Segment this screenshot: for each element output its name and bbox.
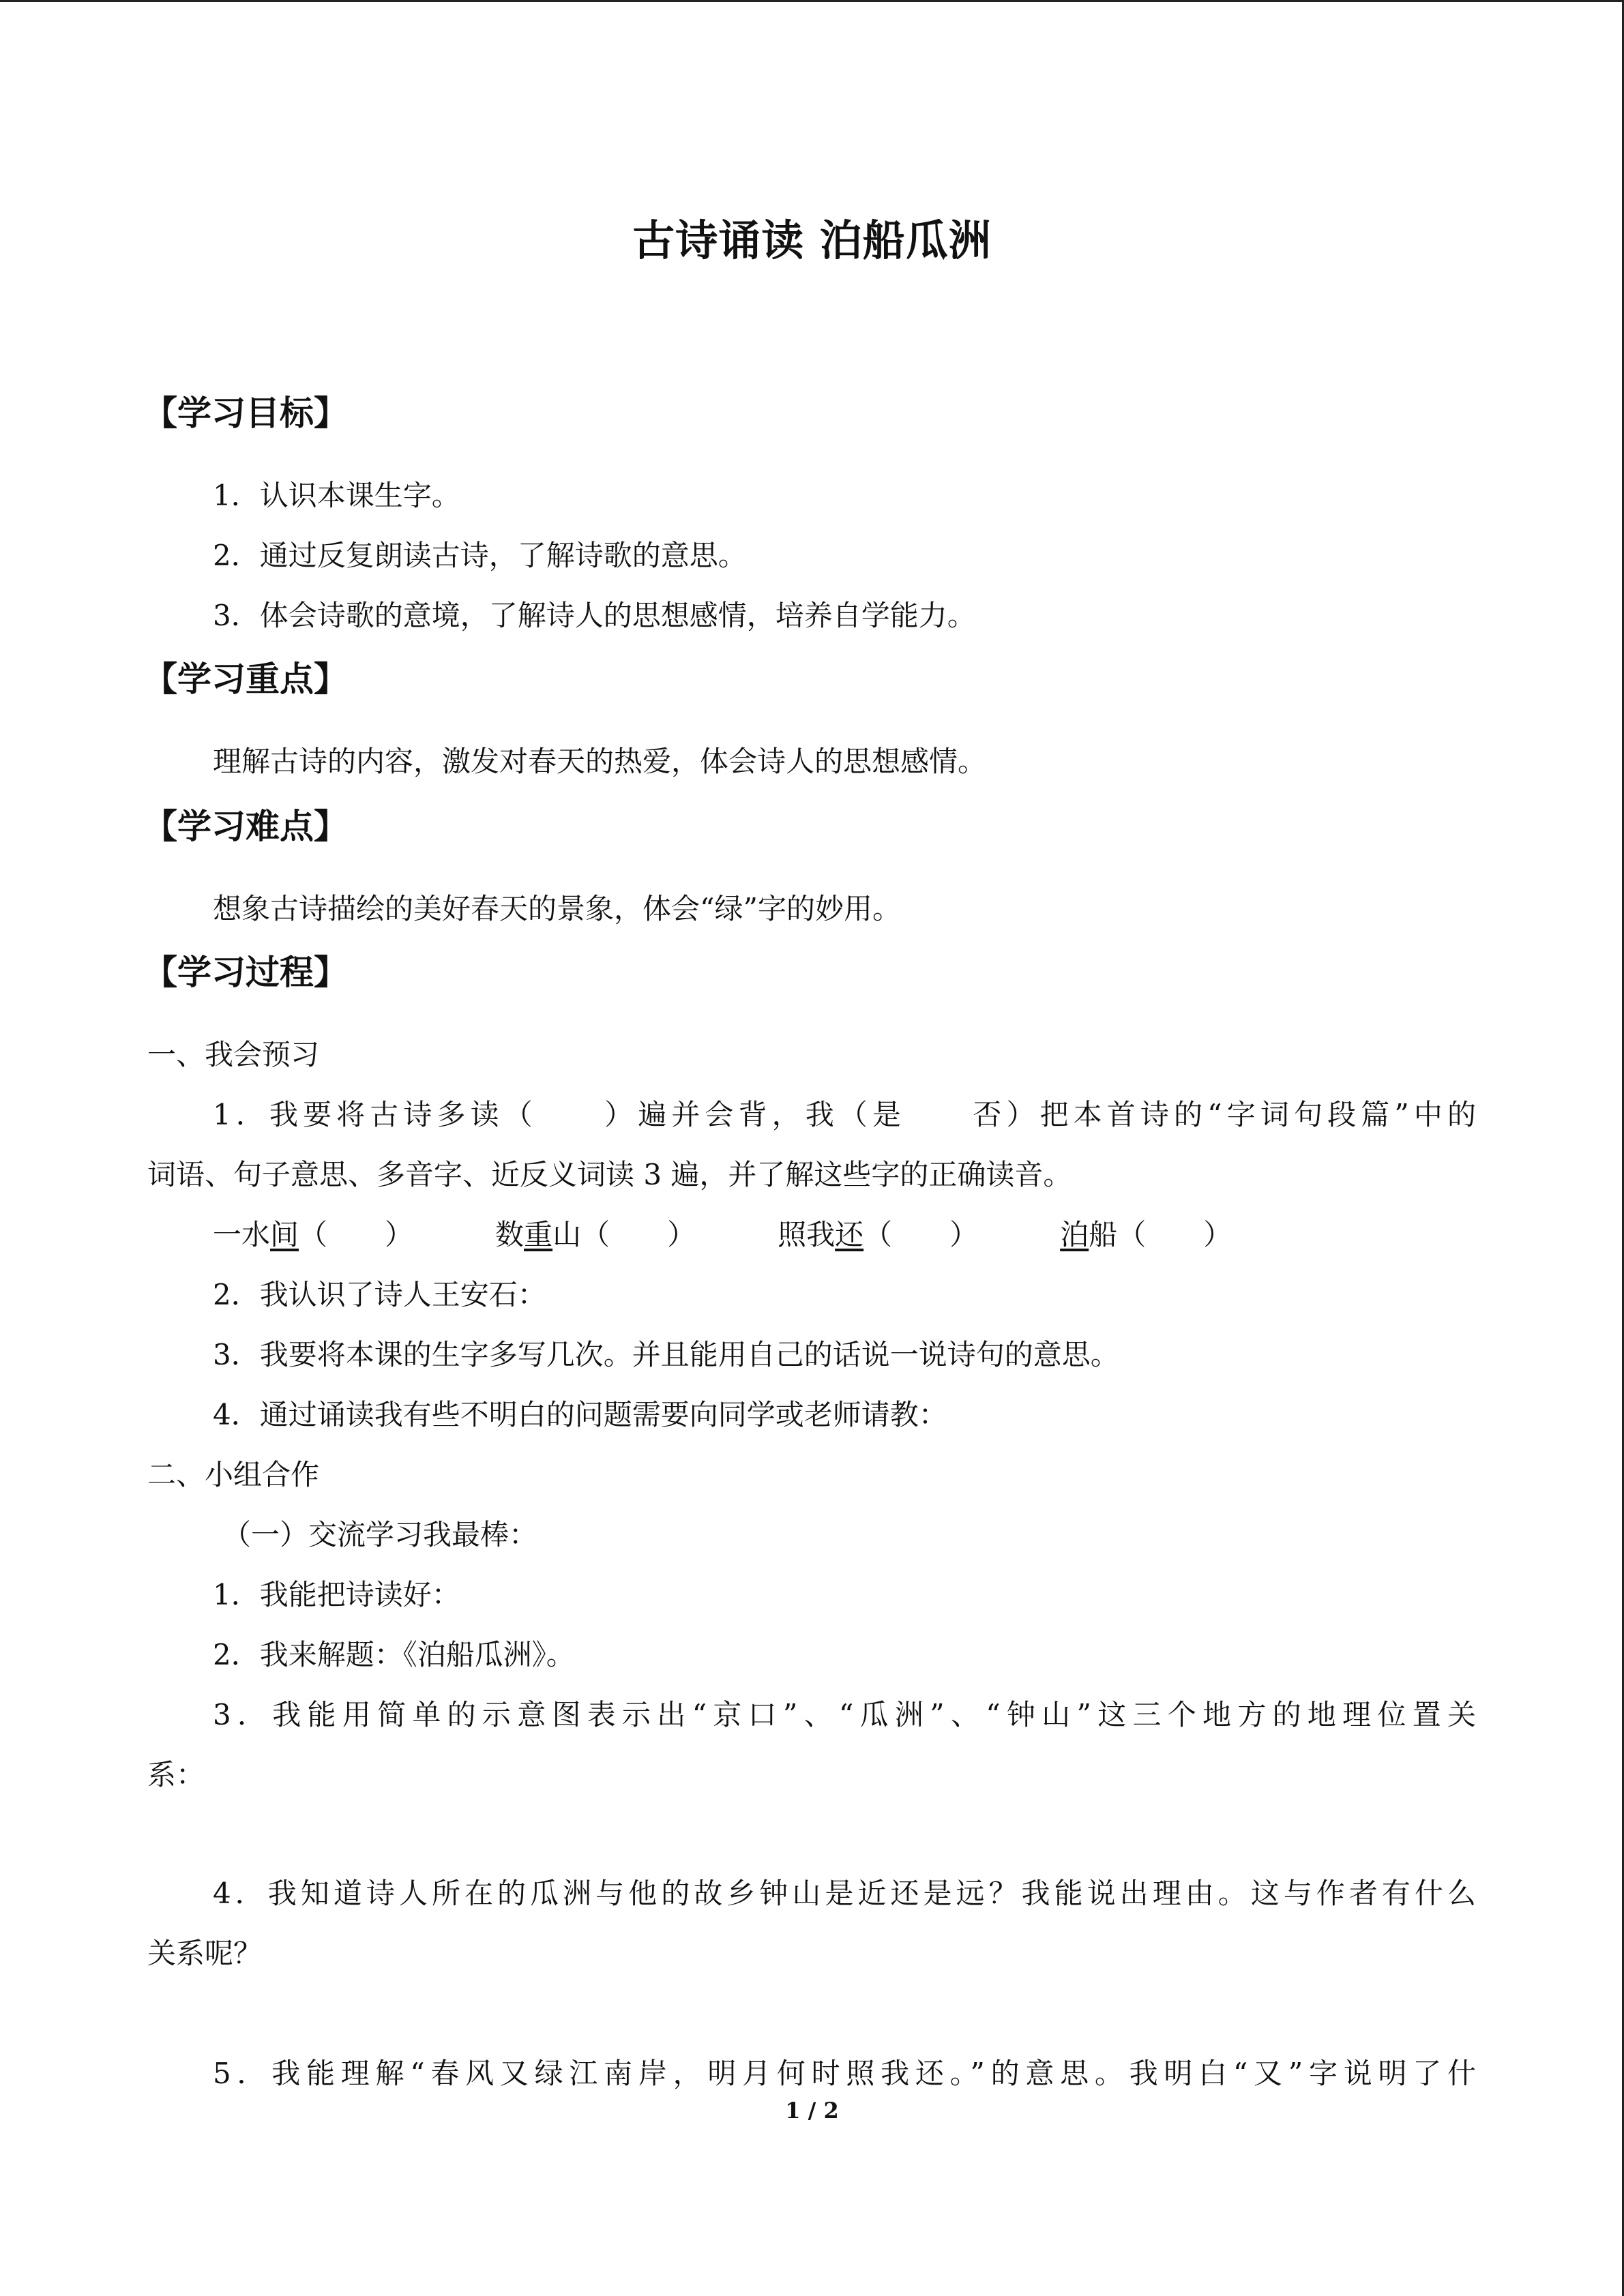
- group-item3-line2: 系：: [147, 1758, 205, 1791]
- group-item4-line2: 关系呢？: [147, 1937, 263, 1970]
- pinyin-char-jian: 间: [270, 1218, 299, 1251]
- heading-process: 【学习过程】: [143, 953, 348, 992]
- group-item3-line1: 3．我能用简单的示意图表示出“京口”、“瓜洲”、“钟山”这三个地方的地理位置关: [213, 1698, 1476, 1731]
- key-points-text: 理解古诗的内容，激发对春天的热爱，体会诗人的思想感情。: [213, 745, 987, 778]
- difficulties-text: 想象古诗描绘的美好春天的景象，体会“绿”字的妙用。: [213, 892, 901, 925]
- pinyin-row: [213, 1211, 1318, 1259]
- answer-blank[interactable]: （ ）: [1117, 1218, 1232, 1251]
- preview-item3: 3．我要将本课的生字多写几次。并且能用自己的话说一说诗句的意思。: [213, 1338, 1119, 1371]
- answer-blank[interactable]: （ ）: [581, 1218, 696, 1251]
- pinyin-char-huan: 还: [835, 1218, 864, 1251]
- group-item1: 1．我能把诗读好：: [213, 1578, 460, 1611]
- goal-item-3: 3．体会诗歌的意境，了解诗人的思想感情，培养自学能力。: [213, 599, 976, 632]
- heading-difficulties: 【学习难点】: [143, 807, 348, 846]
- pinyin-char-bo: 泊: [1060, 1218, 1089, 1251]
- pinyin-item-3: 照我还（ ）: [778, 1218, 979, 1251]
- pinyin-item-2: 数重山（ ）: [495, 1218, 696, 1251]
- goal-item-2: 2．通过反复朗读古诗，了解诗歌的意思。: [213, 539, 747, 572]
- answer-blank[interactable]: （ ）: [299, 1218, 414, 1251]
- preview-item4: 4．通过诵读我有些不明白的问题需要向同学或老师请教：: [213, 1398, 947, 1431]
- pinyin-item-4: 泊船（ ）: [1060, 1218, 1232, 1251]
- answer-blank[interactable]: （ ）: [863, 1218, 979, 1251]
- heading-goals: 【学习目标】: [143, 393, 348, 433]
- group-item4-line1: 4．我知道诗人所在的瓜洲与他的故乡钟山是近还是远？我能说出理由。这与作者有什么: [213, 1877, 1476, 1910]
- group-item2: 2．我来解题：《泊船瓜洲》。: [213, 1638, 575, 1671]
- preview-item2: 2．我认识了诗人王安石：: [213, 1278, 546, 1311]
- part2-title: 二、小组合作: [147, 1458, 320, 1491]
- preview-item1-line2: 词语、句子意思、多音字、近反义词读 3 遍，并了解这些字的正确读音。: [147, 1158, 1072, 1191]
- top-border: [0, 0, 1624, 2]
- part1-title: 一、我会预习: [147, 1038, 320, 1071]
- goal-item-1: 1．认识本课生字。: [213, 479, 460, 512]
- page-title: 古诗诵读 泊船瓜洲: [632, 215, 992, 265]
- pinyin-item-1: 一水间（ ）: [213, 1218, 414, 1251]
- pinyin-char-zhong: 重: [524, 1218, 553, 1251]
- heading-key-points: 【学习重点】: [143, 659, 348, 699]
- group-sub1: （一）交流学习我最棒：: [222, 1518, 538, 1551]
- preview-item1-line1: 1．我要将古诗多读（ ）遍并会背，我（是 否）把本首诗的“字词句段篇”中的: [213, 1098, 1476, 1131]
- page-number: 1 / 2: [785, 2098, 839, 2123]
- group-item5-line1: 5．我能理解“春风又绿江南岸，明月何时照我还。”的意思。我明白“又”字说明了什: [213, 2057, 1476, 2090]
